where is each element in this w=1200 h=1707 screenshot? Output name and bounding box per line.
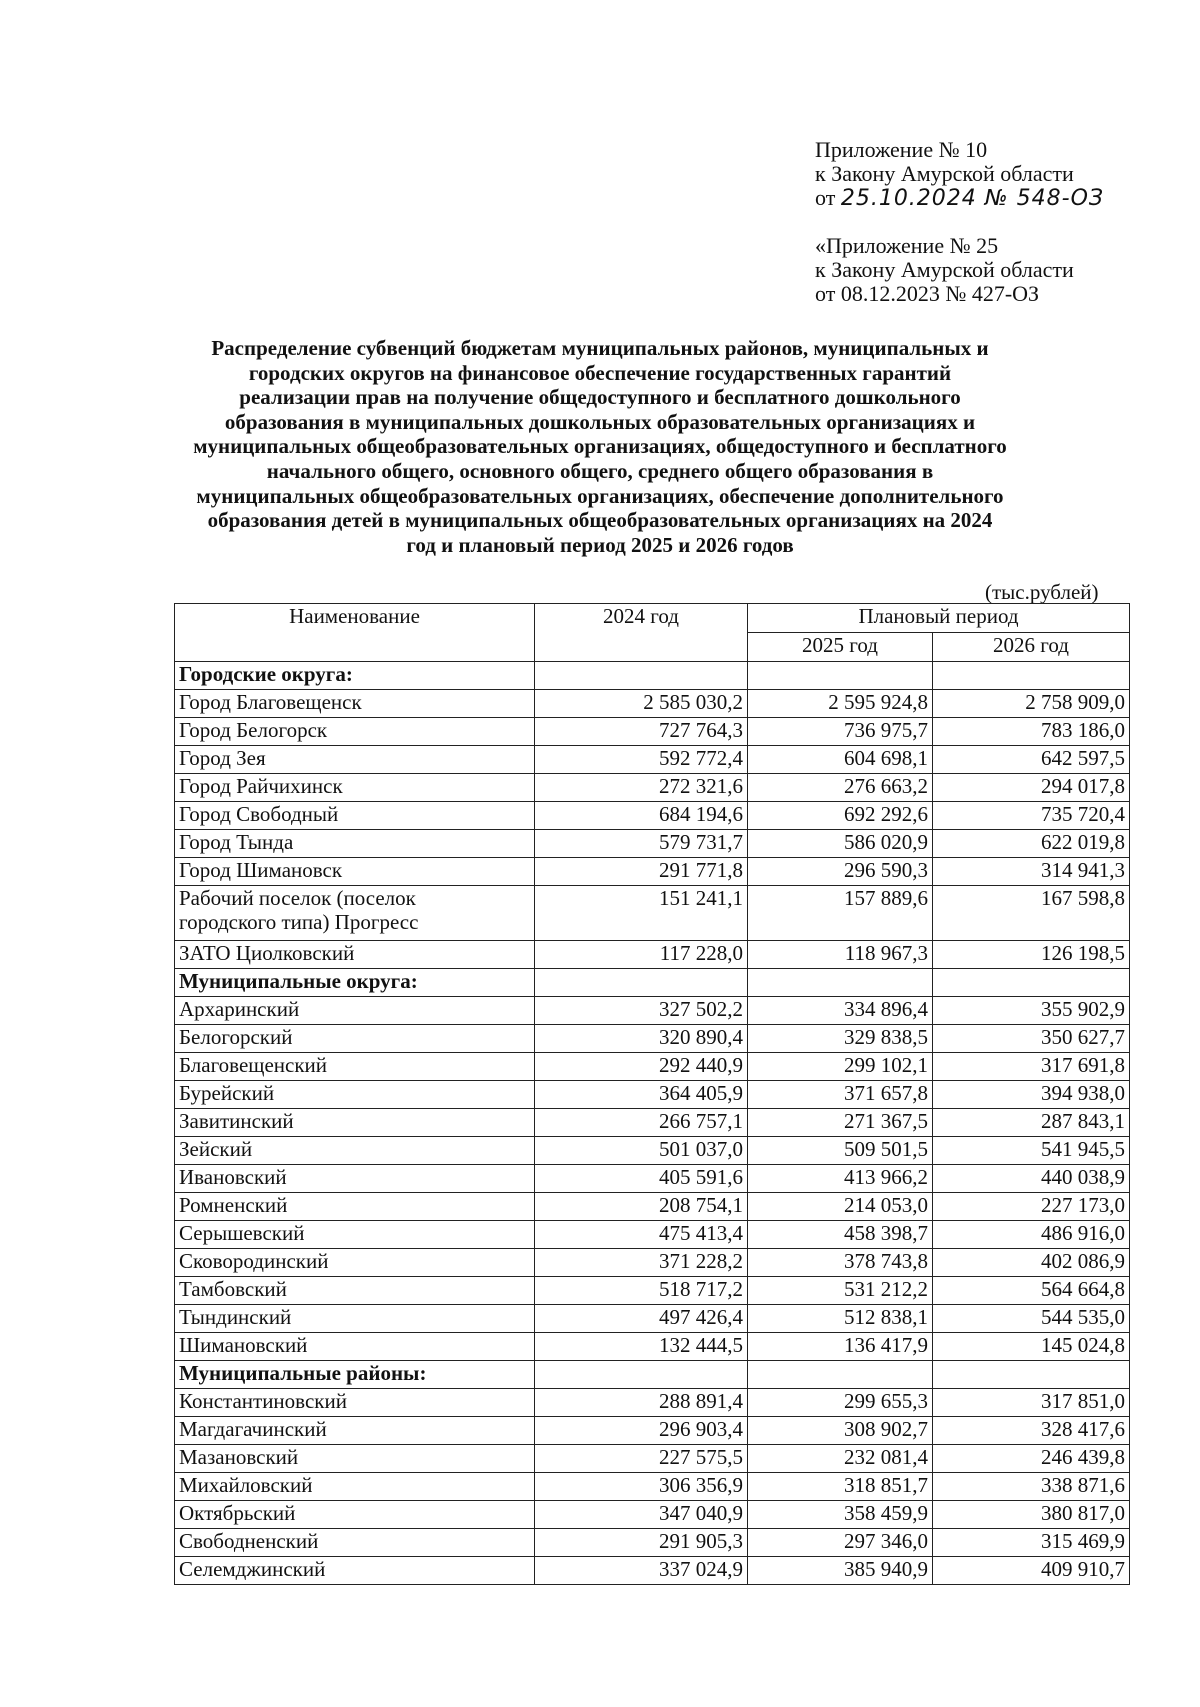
title-line: городских округов на финансовое обеспечение государственных гарантий [248,360,952,385]
value-2024: 727 764,3 [535,718,748,746]
row-name: Октябрьский [175,1501,535,1529]
table-row [175,1529,1130,1557]
title-line: начального общего, основного общего, среднего общего образования в [266,458,934,483]
annex-header [815,138,1104,211]
value-2026: 541 945,5 [933,1137,1130,1165]
value-2024: 2 585 030,2 [535,690,748,718]
table-row [175,1193,1130,1221]
row-name: Город Тында [175,830,535,858]
value-2025: 378 743,8 [748,1249,933,1277]
table-row [175,1109,1130,1137]
value-2026: 315 469,9 [933,1529,1130,1557]
title-line: муниципальных общеобразовательных организациях, общедоступного и бесплатного [193,434,1007,459]
row-name: Ивановский [175,1165,535,1193]
value-2026: 317 851,0 [933,1389,1130,1417]
row-name: Город Райчихинск [175,774,535,802]
table-row [175,1249,1130,1277]
value-2025: 232 081,4 [748,1445,933,1473]
row-name: Белогорский [175,1025,535,1053]
value-2024: 518 717,2 [535,1277,748,1305]
row-name-line: Рабочий поселок (поселок [179,886,416,910]
table-row [175,830,1130,858]
value-2025: 604 698,1 [748,746,933,774]
empty-cell [933,1361,1130,1389]
value-2026: 355 902,9 [933,997,1130,1025]
value-2025: 271 367,5 [748,1109,933,1137]
section-row [175,662,1130,690]
table-row [175,1417,1130,1445]
value-2024: 151 241,1 [535,886,748,941]
value-2026: 246 439,8 [933,1445,1130,1473]
value-2026: 314 941,3 [933,858,1130,886]
row-name [175,886,535,941]
row-name: Тындинский [175,1305,535,1333]
empty-cell [748,1361,933,1389]
table-row [175,1305,1130,1333]
value-2025: 318 851,7 [748,1473,933,1501]
value-2024: 405 591,6 [535,1165,748,1193]
value-2024: 501 037,0 [535,1137,748,1165]
value-2024: 117 228,0 [535,941,748,969]
row-name: Город Благовещенск [175,690,535,718]
value-2024: 208 754,1 [535,1193,748,1221]
value-2024: 306 356,9 [535,1473,748,1501]
empty-cell [933,969,1130,997]
row-name: Архаринский [175,997,535,1025]
value-2024: 296 903,4 [535,1417,748,1445]
header-name: Наименование [175,604,535,662]
value-2026: 328 417,6 [933,1417,1130,1445]
value-2024: 320 890,4 [535,1025,748,1053]
table-row [175,941,1130,969]
value-2025: 296 590,3 [748,858,933,886]
title-line: образования в муниципальных дошкольных образовательных организациях и [224,409,976,434]
header-2025: 2025 год [748,633,933,662]
value-2024: 371 228,2 [535,1249,748,1277]
row-name: Шимановский [175,1333,535,1361]
row-name: Город Шимановск [175,858,535,886]
original-annex-header [815,234,1074,306]
value-2024: 364 405,9 [535,1081,748,1109]
table-row [175,997,1130,1025]
empty-cell [748,662,933,690]
value-2025: 371 657,8 [748,1081,933,1109]
value-2026: 735 720,4 [933,802,1130,830]
value-2024: 132 444,5 [535,1333,748,1361]
value-2025: 586 020,9 [748,830,933,858]
table-row [175,1053,1130,1081]
value-2025: 2 595 924,8 [748,690,933,718]
value-2026: 440 038,9 [933,1165,1130,1193]
section-row [175,1361,1130,1389]
value-2024: 288 891,4 [535,1389,748,1417]
annex-law-reference: к Закону Амурской области [815,161,1074,186]
handwritten-date: 25.10.2024 № 548-ОЗ [840,186,1105,211]
header-planned-period: Плановый период [748,604,1130,633]
value-2024: 347 040,9 [535,1501,748,1529]
value-2024: 291 771,8 [535,858,748,886]
value-2025: 136 417,9 [748,1333,933,1361]
value-2025: 509 501,5 [748,1137,933,1165]
title-line: образования детей в муниципальных общеобразовательных организациях на 2024 [207,508,993,533]
row-name: Город Свободный [175,802,535,830]
value-2026: 287 843,1 [933,1109,1130,1137]
table-row [175,1137,1130,1165]
row-name: Ромненский [175,1193,535,1221]
table-row [175,1081,1130,1109]
empty-cell [748,969,933,997]
value-2026: 380 817,0 [933,1501,1130,1529]
value-2026: 409 910,7 [933,1557,1130,1585]
table-row [175,1333,1130,1361]
table-row [175,1165,1130,1193]
value-2025: 299 102,1 [748,1053,933,1081]
table-row [175,1277,1130,1305]
row-name: Селемджинский [175,1557,535,1585]
section-title: Муниципальные районы: [175,1361,535,1389]
table-row [175,690,1130,718]
value-2026: 338 871,6 [933,1473,1130,1501]
document-title [150,336,1050,557]
section-title: Муниципальные округа: [175,969,535,997]
table-row [175,886,1130,941]
unit-label: (тыс.рублей) [985,580,1099,604]
row-name: Город Белогорск [175,718,535,746]
empty-cell [535,662,748,690]
row-name: Сковородинский [175,1249,535,1277]
row-name: Город Зея [175,746,535,774]
empty-cell [933,662,1130,690]
value-2024: 327 502,2 [535,997,748,1025]
table-row [175,774,1130,802]
value-2026: 126 198,5 [933,941,1130,969]
value-2026: 564 664,8 [933,1277,1130,1305]
table-row [175,1389,1130,1417]
row-name: Магдагачинский [175,1417,535,1445]
row-name: Мазановский [175,1445,535,1473]
value-2025: 692 292,6 [748,802,933,830]
value-2025: 118 967,3 [748,941,933,969]
title-line: муниципальных общеобразовательных организациях, обеспечение дополнительного [196,483,1004,508]
table-row [175,1473,1130,1501]
table-row [175,746,1130,774]
value-2026: 167 598,8 [933,886,1130,941]
row-name: Константиновский [175,1389,535,1417]
value-2026: 294 017,8 [933,774,1130,802]
value-2026: 486 916,0 [933,1221,1130,1249]
row-name: Бурейский [175,1081,535,1109]
section-row [175,969,1130,997]
value-2024: 292 440,9 [535,1053,748,1081]
table-row [175,858,1130,886]
table-row [175,802,1130,830]
annex-date-line [815,186,1104,211]
table-row [175,1557,1130,1585]
value-2025: 736 975,7 [748,718,933,746]
value-2025: 358 459,9 [748,1501,933,1529]
value-2025: 276 663,2 [748,774,933,802]
annex-number: Приложение № 10 [815,137,988,162]
table-header-row [175,604,1130,633]
value-2026: 227 173,0 [933,1193,1130,1221]
value-2026: 544 535,0 [933,1305,1130,1333]
value-2024: 684 194,6 [535,802,748,830]
value-2025: 297 346,0 [748,1529,933,1557]
table-row [175,1025,1130,1053]
table-row [175,718,1130,746]
title-line: Распределение субвенций бюджетам муниципальных районов, муниципальных и [211,336,989,360]
value-2025: 329 838,5 [748,1025,933,1053]
empty-cell [535,1361,748,1389]
row-name-line: городского типа) Прогресс [179,910,419,934]
section-title: Городские округа: [175,662,535,690]
table-row [175,1501,1130,1529]
row-name: Завитинский [175,1109,535,1137]
value-2024: 291 905,3 [535,1529,748,1557]
value-2025: 299 655,3 [748,1389,933,1417]
table-row [175,1221,1130,1249]
value-2024: 475 413,4 [535,1221,748,1249]
header-2024: 2024 год [535,604,748,662]
value-2025: 385 940,9 [748,1557,933,1585]
row-name: ЗАТО Циолковский [175,941,535,969]
value-2026: 145 024,8 [933,1333,1130,1361]
value-2024: 227 575,5 [535,1445,748,1473]
value-2026: 2 758 909,0 [933,690,1130,718]
row-name: Серышевский [175,1221,535,1249]
row-name: Зейский [175,1137,535,1165]
value-2026: 350 627,7 [933,1025,1130,1053]
value-2025: 531 212,2 [748,1277,933,1305]
row-name: Тамбовский [175,1277,535,1305]
value-2024: 579 731,7 [535,830,748,858]
value-2026: 642 597,5 [933,746,1130,774]
value-2025: 334 896,4 [748,997,933,1025]
value-2025: 413 966,2 [748,1165,933,1193]
value-2026: 317 691,8 [933,1053,1130,1081]
value-2025: 458 398,7 [748,1221,933,1249]
value-2026: 622 019,8 [933,830,1130,858]
value-2025: 214 053,0 [748,1193,933,1221]
title-line: год и плановый период 2025 и 2026 годов [406,532,794,557]
row-name: Благовещенский [175,1053,535,1081]
table-row [175,1445,1130,1473]
value-2025: 512 838,1 [748,1305,933,1333]
original-annex-number: «Приложение № 25 [815,233,999,258]
value-2026: 402 086,9 [933,1249,1130,1277]
title-line: реализации прав на получение общедоступного и бесплатного дошкольного [239,385,961,410]
value-2026: 394 938,0 [933,1081,1130,1109]
value-2026: 783 186,0 [933,718,1130,746]
original-annex-law-reference: к Закону Амурской области [815,257,1074,282]
row-name: Свободненский [175,1529,535,1557]
value-2024: 337 024,9 [535,1557,748,1585]
value-2025: 157 889,6 [748,886,933,941]
subventions-table [174,603,1130,1585]
annex-date-prefix: от [815,185,836,210]
original-annex-date: от 08.12.2023 № 427-ОЗ [815,281,1040,306]
value-2024: 272 321,6 [535,774,748,802]
row-name: Михайловский [175,1473,535,1501]
empty-cell [535,969,748,997]
value-2024: 497 426,4 [535,1305,748,1333]
value-2025: 308 902,7 [748,1417,933,1445]
value-2024: 592 772,4 [535,746,748,774]
header-2026: 2026 год [933,633,1130,662]
value-2024: 266 757,1 [535,1109,748,1137]
